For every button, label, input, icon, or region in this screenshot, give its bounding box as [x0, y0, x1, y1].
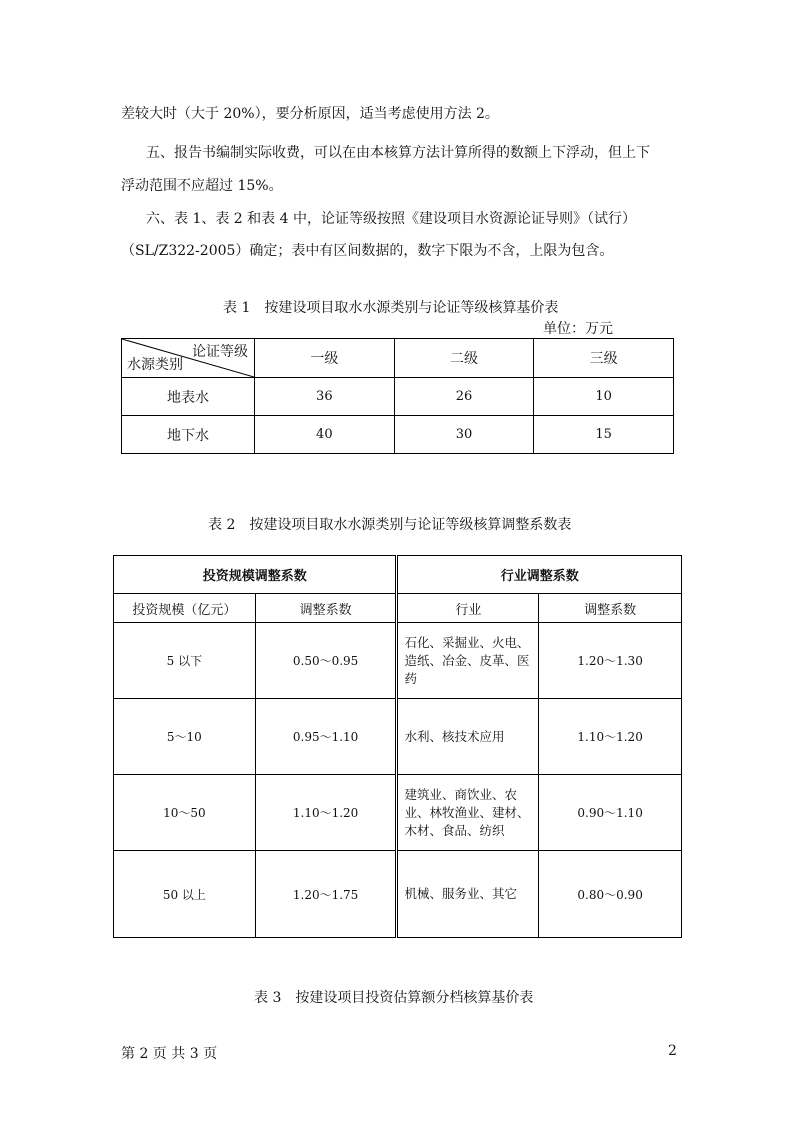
table2-industry-coef: 0.90～1.10 — [539, 775, 682, 851]
table-row — [114, 851, 682, 938]
table2-industry-coef: 1.10～1.20 — [539, 699, 682, 775]
table1-col-header: 二级 — [394, 339, 534, 378]
page-of-label: 第 2 页 共 3 页 — [121, 1046, 218, 1062]
table2-caption: 表 2 按建设项目取水水源类别与论证等级核算调整系数表 — [208, 517, 572, 533]
table2-scale-coef: 0.50～0.95 — [255, 623, 397, 699]
table2-industry: 建筑业、商饮业、农业、林牧渔业、建材、木材、食品、纺织 — [397, 775, 539, 851]
table1-corner-top: 论证等级 — [192, 344, 248, 360]
table1-row-label: 地下水 — [122, 416, 255, 454]
table-row — [114, 623, 682, 699]
table2-industry-coef: 1.20～1.30 — [539, 623, 682, 699]
table1-col-header: 三级 — [534, 339, 674, 378]
table-row — [114, 699, 682, 775]
table2-industry: 水利、核技术应用 — [397, 699, 539, 775]
table1-corner-bottom: 水源类别 — [127, 357, 183, 373]
table1-cell: 30 — [394, 416, 534, 454]
table2-scale: 5 以下 — [114, 623, 256, 699]
paragraph-3-line-2: （SL/Z322-2005）确定；表中有区间数据的，数字下限为不含，上限为包含。 — [121, 243, 614, 259]
table2-group-left-header: 投资规模调整系数 — [114, 556, 397, 594]
table2-group-right-header: 行业调整系数 — [397, 556, 682, 594]
table-row — [114, 775, 682, 851]
paragraph-3-line-1: 六、表 1、表 2 和表 4 中，论证等级按照《建设项目水资源论证导则》（试行） — [146, 211, 636, 227]
paragraph-1: 差较大时（大于 20%），要分析原因，适当考虑使用方法 2。 — [121, 106, 499, 122]
page-number: 2 — [668, 1043, 677, 1059]
paragraph-2-line-2: 浮动范围不应超过 15%。 — [121, 178, 283, 194]
table1-col-header: 一级 — [255, 339, 395, 378]
table2-sub-header: 调整系数 — [539, 594, 682, 623]
table1-cell: 15 — [534, 416, 674, 454]
paragraph-2-line-1: 五、报告书编制实际收费，可以在由本核算方法计算所得的数额上下浮动，但上下 — [146, 145, 650, 161]
table2-scale-coef: 0.95～1.10 — [255, 699, 397, 775]
table2-industry-coef: 0.80～0.90 — [539, 851, 682, 938]
table1-unit: 单位：万元 — [543, 321, 613, 337]
table2-sub-header: 调整系数 — [255, 594, 397, 623]
table2-sub-header: 行业 — [397, 594, 539, 623]
table2-scale: 5～10 — [114, 699, 256, 775]
table1-row-label: 地表水 — [122, 378, 255, 416]
table2-sub-header: 投资规模（亿元） — [114, 594, 256, 623]
table2-scale-coef: 1.10～1.20 — [255, 775, 397, 851]
table1-caption: 表 1 按建设项目取水水源类别与论证等级核算基价表 — [223, 300, 559, 316]
table1-cell: 26 — [394, 378, 534, 416]
table2-scale: 50 以上 — [114, 851, 256, 938]
table1-cell: 10 — [534, 378, 674, 416]
table-1 — [121, 338, 674, 454]
table3-caption: 表 3 按建设项目投资估算额分档核算基价表 — [254, 990, 534, 1006]
table-2 — [113, 555, 682, 938]
table2-industry: 石化、采掘业、火电、造纸、冶金、皮革、医药 — [397, 623, 539, 699]
table2-scale: 10～50 — [114, 775, 256, 851]
table2-industry: 机械、服务业、其它 — [397, 851, 539, 938]
table2-scale-coef: 1.20～1.75 — [255, 851, 397, 938]
table1-cell: 40 — [255, 416, 395, 454]
table1-corner-cell — [122, 339, 255, 378]
table1-cell: 36 — [255, 378, 395, 416]
